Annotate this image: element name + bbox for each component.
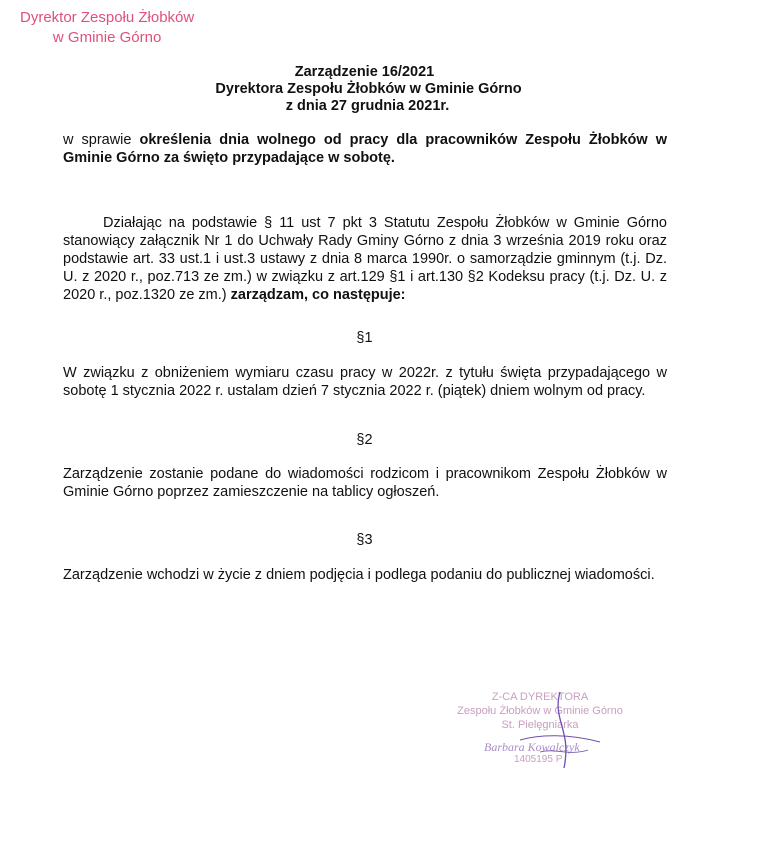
signature-stamp-line-3: St. Pielęgniarka xyxy=(501,719,579,731)
institution-stamp xyxy=(20,8,194,48)
title-line-2: Dyrektora Zespołu Żłobków w Gminie Górno xyxy=(215,81,522,97)
signature-stamp-line-1: Z-CA DYREKTORA xyxy=(491,691,589,703)
handwritten-signature xyxy=(500,690,620,770)
section-text-2: Zarządzenie zostanie podane do wiadomości rodzicom i pracownikom Zespołu Żłobków w Gminie Górno poprzez zamieszczenie na tablicy ogłoszeń. xyxy=(63,466,667,500)
subject-prefix: w sprawie xyxy=(63,132,140,148)
section-heading-2: §2 xyxy=(356,432,373,448)
signature-stamp-line-2: Zespołu Żłobków w Gminie Górno xyxy=(457,705,623,717)
title-line-3: z dnia 27 grudnia 2021r. xyxy=(285,98,450,114)
intro-paragraph xyxy=(63,214,667,304)
stamp-line-1: Dyrektor Zespołu Żłobków xyxy=(20,9,195,26)
title-line-1: Zarządzenie 16/2021 xyxy=(294,64,435,80)
section-text-1: W związku z obniżeniem wymiaru czasu pracy w 2022r. z tytułu święta przypadającego w sobotę 1 stycznia 2022 r. ustalam dzień 7 stycznia 2022 r. (piątek) dniem wolnym od pracy. xyxy=(63,365,667,399)
intro-text: Działając na podstawie § 11 ust 7 pkt 3 Statutu Zespołu Żłobków w Gminie Górno stanowiący załącznik Nr 1 do Uchwały Rady Gminy Górno z dnia 3 września 2019 roku oraz podstawie art. 33 ust.1 i ust.3 ustawy z dnia 8 marca 1990r. o samorządzie gminnym (t.j. Dz. U. z 2020 r., poz.713 ze zm.) w związku z art.129 §1 i art.130 §2 Kodeksu pracy (t.j. Dz. U. z 2020 r., poz.1320 ze zm.) xyxy=(63,215,667,303)
intro-bold: zarządzam, co następuje: xyxy=(230,287,406,303)
subject-paragraph xyxy=(63,131,667,167)
section-text-3: Zarządzenie wchodzi w życie z dniem podjęcia i podlega podaniu do publicznej wiadomości. xyxy=(63,567,655,583)
signature-stamp-name: Barbara Kowalczyk xyxy=(484,740,580,754)
stamp-line-2: w Gminie Górno xyxy=(52,29,162,46)
section-heading-3: §3 xyxy=(356,532,373,548)
subject-bold: określenia dnia wolnego od pracy dla pracowników Zespołu Żłobków w Gminie Górno za święto przypadające w sobotę. xyxy=(63,132,667,166)
document-title xyxy=(0,64,775,115)
signature-stamp-code: 1405195 P xyxy=(514,754,563,765)
section-heading-1: §1 xyxy=(356,330,373,346)
